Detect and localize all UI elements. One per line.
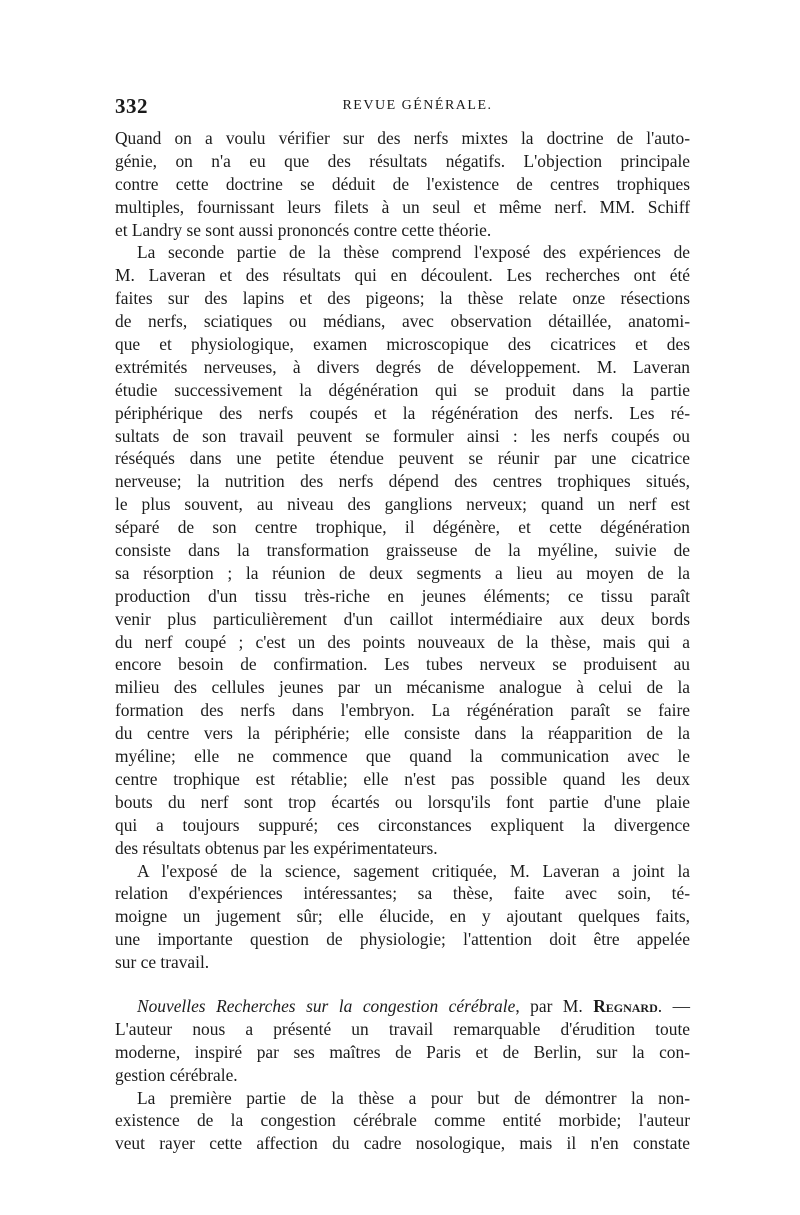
review-author: Regnard [593, 995, 658, 1016]
text-line: centre trophique est rétablie; elle n'est pas possible quand les deux [115, 768, 690, 789]
text-line: milieu des cellules jeunes par un mécanisme analogue à celui de la [115, 677, 690, 698]
text-line: existence de la congestion cérébrale comme entité morbide; l'auteur [115, 1110, 690, 1131]
review-title: Nouvelles Recherches sur la congestion cérébrale [137, 995, 516, 1016]
text-line: consiste dans la transformation graisseuse de la myéline, suivie de [115, 540, 690, 561]
text-line: Quand on a voulu vérifier sur des nerfs mixtes la doctrine de l'auto- [115, 128, 690, 148]
text-line: et Landry se sont aussi prononcés contre cette théorie. [115, 219, 492, 240]
text-line: nerveuse; la nutrition des nerfs dépend des centres trophiques situés, [115, 471, 690, 492]
review-by: , par M. [515, 995, 594, 1016]
text-line: une importante question de physiologie; l'attention doit être appelée [115, 929, 690, 950]
text-line: sultats de son travail peuvent se formuler ainsi : les nerfs coupés ou [115, 425, 690, 446]
text-line: du centre vers la périphérie; elle consiste dans la réapparition de la [115, 723, 690, 744]
text-line: A l'exposé de la science, sagement critiquée, M. Laveran a joint la [137, 860, 690, 881]
text-line: sur ce travail. [115, 952, 210, 973]
text-line: production d'un tissu très-riche en jeunes éléments; ce tissu paraît [115, 585, 690, 606]
text-line: relation d'expériences intéressantes; sa thèse, faite avec soin, té- [115, 883, 690, 904]
body-text [115, 127, 690, 1155]
text-line: multiples, fournissant leurs filets à un seul et même nerf. MM. Schiff [115, 196, 690, 217]
text-line: veut rayer cette affection du cadre nosologique, mais il n'en constate [115, 1133, 690, 1154]
text-line: moderne, inspiré par ses maîtres de Paris et de Berlin, sur la con- [115, 1041, 690, 1062]
text-line: encore besoin de confirmation. Les tubes nerveux se produisent au [115, 654, 690, 675]
text-line: moigne un jugement sûr; elle élucide, en y ajoutant quelques faits, [115, 906, 690, 927]
text-line: formation des nerfs dans l'embryon. La régénération paraît se faire [115, 700, 690, 721]
text-line: gestion cérébrale. [115, 1064, 238, 1085]
text-line: de nerfs, sciatiques ou médians, avec observation détaillée, anatomi- [115, 311, 690, 332]
text-line: extrémités nerveuses, à divers degrés de développement. M. Laveran [115, 356, 690, 377]
text-line: sa résorption ; la réunion de deux segments a lieu au moyen de la [115, 562, 690, 583]
text-line: réséqués dans une petite étendue peuvent se réunir par une cicatrice [115, 448, 690, 469]
text-line: La seconde partie de la thèse comprend l'exposé des expériences de [137, 242, 690, 263]
text-line: étudie successivement la dégénération qui se produit dans la partie [115, 379, 690, 400]
text-line: venir plus particulièrement d'un caillot intermédiaire aux deux bords [115, 608, 690, 629]
text-line: faites sur des lapins et des pigeons; la thèse relate onze résections [115, 288, 690, 309]
text-line: périphérique des nerfs coupés et la régénération des nerfs. Les ré- [115, 402, 690, 423]
text-line: génie, on n'a eu que des résultats négatifs. L'objection principale [115, 150, 690, 171]
text-line: myéline; elle ne commence que quand la communication avec le [115, 746, 690, 767]
text-line: des résultats obtenus par les expérimentateurs. [115, 837, 438, 858]
text-line: que et physiologique, examen microscopique des cicatrices et des [115, 334, 690, 355]
text-line: La première partie de la thèse a pour but de démontrer la non- [137, 1087, 690, 1108]
text-line: qui a toujours suppuré; ces circonstances expliquent la divergence [115, 814, 690, 835]
review-heading-line [115, 995, 690, 1018]
text-line: L'auteur nous a présenté un travail remarquable d'érudition toute [115, 1018, 690, 1039]
running-head: REVUE GÉNÉRALE. [342, 98, 493, 113]
text-line: M. Laveran et des résultats qui en découlent. Les recherches ont été [115, 265, 690, 286]
text-line: du nerf coupé ; c'est un des points nouveaux de la thèse, mais qui a [115, 631, 690, 652]
text-line: contre cette doctrine se déduit de l'existence de centres trophiques [115, 173, 690, 194]
text-line: le plus souvent, au niveau des ganglions nerveux; quand un nerf est [115, 494, 690, 515]
text-line: séparé de son centre trophique, il dégénère, et cette dégénération [115, 517, 690, 538]
section-gap [115, 974, 690, 995]
page-number: 332 [115, 94, 148, 118]
page-header [115, 94, 690, 120]
text-line: bouts du nerf sont trop écartés ou lorsqu'ils font partie d'une plaie [115, 791, 690, 812]
review-tail: . — [657, 995, 690, 1016]
